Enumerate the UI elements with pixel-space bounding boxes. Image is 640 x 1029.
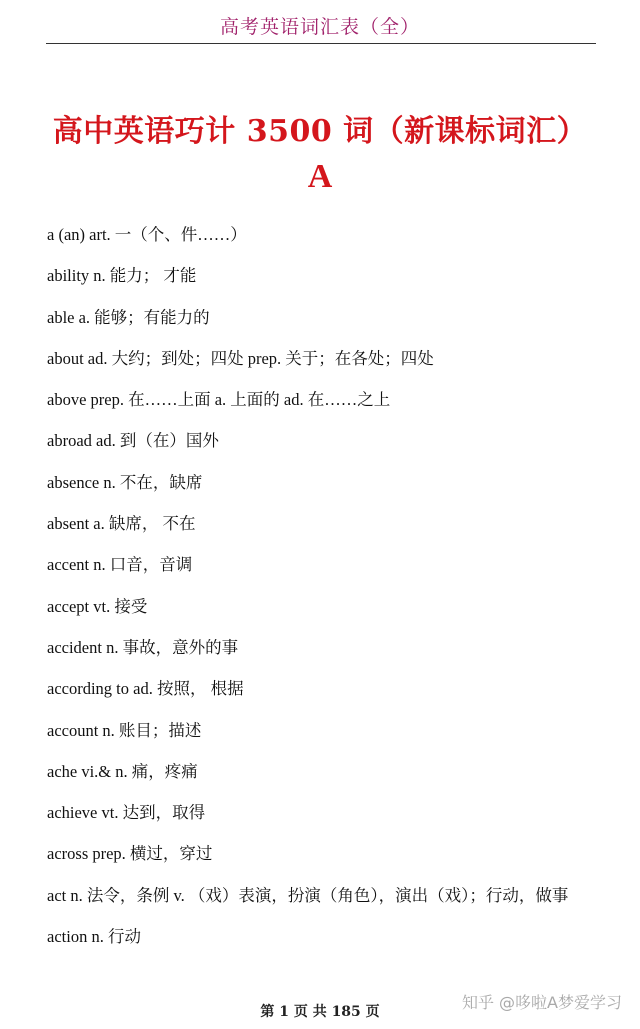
vocabulary-entry: above prep. 在……上面 a. 上面的 ad. 在……之上	[47, 390, 391, 410]
vocabulary-entry: action n. 行动	[47, 927, 141, 947]
vocabulary-entry: ache vi.& n. 痛，疼痛	[47, 761, 198, 781]
vocabulary-entry: accept vt. 接受	[47, 596, 148, 616]
vocabulary-entry: able a. 能够；有能力的	[47, 307, 210, 327]
page-number: 第 1 页 共 185 页	[260, 1004, 380, 1020]
vocabulary-entry: absence n. 不在，缺席	[47, 472, 203, 492]
vocabulary-list	[47, 214, 607, 957]
vocabulary-entry: a (an) art. 一（个、件……）	[47, 225, 247, 244]
vocabulary-entry: abroad ad. 到（在）国外	[47, 431, 219, 451]
running-header: 高考英语词汇表（全）	[219, 16, 420, 38]
vocabulary-entry: accent n. 口音，音调	[47, 555, 193, 575]
vocabulary-entry: act n. 法令，条例 v. （戏）表演，扮演（角色），演出（戏）；行动，做事	[47, 885, 569, 905]
vocabulary-entry: according to ad. 按照， 根据	[47, 679, 244, 699]
vocabulary-entry: ability n. 能力； 才能	[47, 266, 197, 286]
header-divider	[46, 43, 596, 44]
vocabulary-entry: achieve vt. 达到，取得	[47, 803, 206, 823]
vocabulary-entry: accident n. 事故，意外的事	[47, 637, 239, 657]
vocabulary-entry: account n. 账目；描述	[47, 720, 202, 740]
vocabulary-entry: absent a. 缺席， 不在	[47, 514, 196, 534]
vocabulary-entry: about ad. 大约；到处；四处 prep. 关于；在各处；四处	[47, 348, 434, 368]
section-letter: A	[307, 158, 333, 195]
watermark: 知乎 @哆啦A梦爱学习	[461, 993, 622, 1012]
document-title: 高中英语巧计 3500 词（新课标词汇）	[52, 114, 588, 149]
vocabulary-entry: across prep. 横过，穿过	[47, 844, 213, 864]
